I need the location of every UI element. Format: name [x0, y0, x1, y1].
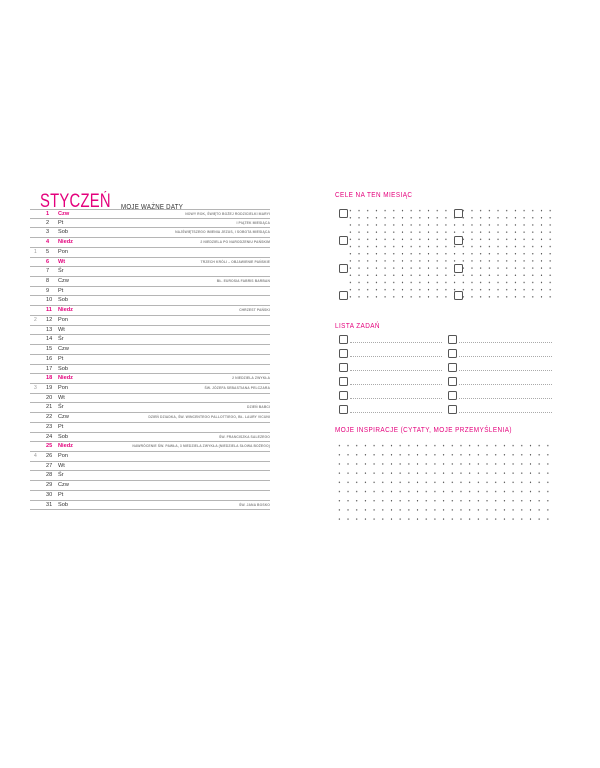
day-row[interactable] [30, 394, 270, 404]
day-name: Pt [58, 287, 64, 294]
day-number: 13 [46, 326, 53, 333]
day-row[interactable] [30, 326, 270, 336]
day-name: Wt [58, 326, 65, 333]
day-number: 6 [46, 258, 50, 265]
day-number: 24 [46, 433, 53, 440]
task-checkbox[interactable] [448, 377, 457, 386]
day-number: 22 [46, 414, 53, 421]
day-name: Sob [58, 365, 68, 372]
day-row[interactable] [30, 433, 270, 443]
goal-checkbox[interactable] [454, 209, 463, 218]
inspirations-title: MOJE INSPIRACJE (CYTATY, MOJE PRZEMYŚLENIA) [335, 425, 512, 434]
day-number: 23 [46, 423, 53, 430]
inspirations-dot-grid[interactable] [335, 441, 554, 521]
task-checkbox[interactable] [339, 335, 348, 344]
day-row[interactable] [30, 413, 270, 423]
day-row[interactable] [30, 345, 270, 355]
day-name: Sob [58, 433, 68, 440]
week-number: 2 [34, 316, 37, 323]
day-number: 26 [46, 452, 53, 459]
day-name: Czw [58, 346, 69, 353]
day-row[interactable] [30, 335, 270, 345]
day-number: 31 [46, 501, 53, 508]
day-number: 21 [46, 404, 53, 411]
day-number: 14 [46, 336, 53, 343]
task-line[interactable] [459, 384, 552, 385]
day-name: Wt [58, 462, 65, 469]
day-number: 1 [46, 211, 50, 217]
task-list-title: LISTA ZADAŃ [335, 321, 380, 330]
day-name: Pon [58, 248, 68, 255]
task-line[interactable] [459, 398, 552, 399]
day-row[interactable] [30, 238, 270, 248]
day-name: Pon [58, 384, 68, 391]
task-checkbox[interactable] [339, 349, 348, 358]
day-name: Śr [58, 472, 64, 479]
day-name: Czw [58, 482, 69, 489]
day-number: 12 [46, 316, 53, 323]
day-event: I PIĄTEK MIESIĄCA [236, 220, 270, 225]
day-number: 10 [46, 297, 53, 304]
goal-checkbox[interactable] [339, 264, 348, 273]
day-event: CHRZEST PAŃSKI [239, 308, 270, 313]
day-row[interactable] [30, 384, 270, 394]
day-number: 4 [46, 239, 50, 246]
task-checkbox[interactable] [448, 405, 457, 414]
day-number: 5 [46, 248, 50, 255]
day-list [30, 209, 270, 510]
day-event: NAJŚWIĘTSZEGO IMIENIA JEZUS, I SOBOTA MIESIĄCA [175, 230, 270, 235]
day-number: 8 [46, 278, 50, 285]
day-number: 28 [46, 472, 53, 479]
week-number: 3 [34, 384, 37, 391]
day-row[interactable] [30, 365, 270, 375]
day-number: 16 [46, 355, 53, 362]
goal-checkbox[interactable] [339, 209, 348, 218]
day-event: NOWY ROK, ŚWIĘTO BOŻEJ RODZICIELKI MARYI [185, 212, 270, 216]
day-row[interactable] [30, 355, 270, 365]
day-number: 3 [46, 229, 50, 236]
day-name: Pon [58, 316, 68, 323]
day-name: Sob [58, 501, 68, 508]
task-line[interactable] [350, 356, 442, 357]
task-line[interactable] [459, 342, 552, 343]
day-name: Pt [58, 355, 64, 362]
day-row[interactable] [30, 306, 270, 316]
day-number: 7 [46, 268, 50, 275]
task-checkbox[interactable] [448, 391, 457, 400]
task-checkbox[interactable] [339, 377, 348, 386]
day-name: Czw [58, 211, 70, 217]
day-event: DZIEŃ DZIADKA, ŚW. WINCENTEGO PALLOTTIEGO, BŁ. LAURY VICUNI [148, 415, 270, 420]
day-number: 18 [46, 375, 53, 382]
day-event: DZIEŃ BABCI [247, 405, 270, 410]
week-number: 1 [34, 248, 37, 255]
day-event: ŚW. FRANCISZKA SALEZEGO [219, 434, 270, 439]
task-checkbox[interactable] [448, 335, 457, 344]
day-row[interactable] [30, 491, 270, 501]
day-number: 17 [46, 365, 53, 372]
task-line[interactable] [350, 398, 442, 399]
day-number: 20 [46, 394, 53, 401]
task-line[interactable] [459, 356, 552, 357]
day-name: Niedz [58, 375, 73, 382]
day-name: Wt [58, 258, 66, 265]
day-row[interactable] [30, 277, 270, 287]
day-name: Pon [58, 452, 68, 459]
day-name: Wt [58, 394, 65, 401]
day-number: 30 [46, 491, 53, 498]
day-number: 29 [46, 482, 53, 489]
day-event: BŁ. EUROSIA FABRIS BARBAN [216, 279, 270, 284]
day-event: NAWRÓCENIE ŚW. PAWŁA, 3 NIEDZIELA ZWYKŁA (NIEDZIELA SŁOWA BOŻEGO) [132, 444, 270, 449]
day-name: Pt [58, 491, 64, 498]
task-line[interactable] [459, 412, 552, 413]
day-name: Śr [58, 336, 64, 343]
month-title: STYCZEŃ [40, 191, 111, 212]
task-line[interactable] [459, 370, 552, 371]
day-row[interactable] [30, 442, 270, 452]
week-number: 4 [34, 452, 37, 459]
day-row[interactable] [30, 248, 270, 258]
day-name: Śr [58, 404, 64, 411]
day-row[interactable] [30, 228, 270, 238]
goal-checkbox[interactable] [339, 236, 348, 245]
goal-checkbox[interactable] [454, 236, 463, 245]
day-row[interactable] [30, 296, 270, 306]
day-event: TRZECH KRÓLI – OBJAWIENIE PAŃSKIE [200, 259, 270, 264]
day-name: Sob [58, 297, 68, 304]
goal-checkbox[interactable] [454, 291, 463, 300]
day-name: Czw [58, 278, 69, 285]
day-row[interactable] [30, 209, 270, 219]
day-number: 9 [46, 287, 50, 294]
day-name: Niedz [58, 239, 73, 246]
goal-checkbox[interactable] [454, 264, 463, 273]
day-row[interactable] [30, 374, 270, 384]
goal-checkbox[interactable] [339, 291, 348, 300]
task-checkbox[interactable] [339, 391, 348, 400]
important-dates-subtitle: MOJE WAŻNE DATY [120, 201, 183, 211]
day-number: 11 [46, 307, 52, 314]
day-name: Czw [58, 414, 69, 421]
task-checkbox[interactable] [339, 363, 348, 372]
day-row[interactable] [30, 219, 270, 229]
goals-title: CELE NA TEN MIESIĄC [335, 190, 413, 199]
day-row[interactable] [30, 258, 270, 268]
task-line[interactable] [350, 412, 442, 413]
day-row[interactable] [30, 267, 270, 277]
day-number: 15 [46, 346, 53, 353]
day-row[interactable] [30, 481, 270, 491]
day-row[interactable] [30, 316, 270, 326]
day-event: 2 NIEDZIELA PO NARODZENIU PAŃSKIM [200, 240, 270, 245]
calendar-page [30, 185, 270, 508]
day-event: 2 NIEDZIELA ZWYKŁA [232, 376, 270, 381]
day-row[interactable] [30, 403, 270, 413]
day-name: Pt [58, 423, 64, 430]
day-row[interactable] [30, 452, 270, 462]
task-line[interactable] [350, 384, 442, 385]
goals-dot-grid [346, 207, 554, 302]
day-event: ŚW. JÓZEFA SEBASTIANA PELCZARA [204, 385, 270, 390]
day-number: 2 [46, 219, 50, 226]
day-name: Sob [58, 229, 68, 236]
task-checkbox[interactable] [448, 363, 457, 372]
day-row[interactable] [30, 462, 270, 472]
day-row[interactable] [30, 501, 270, 511]
day-name: Niedz [58, 443, 73, 450]
task-checkbox[interactable] [448, 349, 457, 358]
day-number: 19 [46, 384, 53, 391]
task-line[interactable] [350, 342, 442, 343]
day-name: Niedz [58, 307, 73, 314]
day-number: 25 [46, 443, 53, 450]
day-number: 27 [46, 462, 53, 469]
task-checkbox[interactable] [339, 405, 348, 414]
day-name: Pt [58, 219, 64, 226]
day-event: ŚW. JANA BOSKO [238, 502, 270, 507]
day-name: Śr [58, 268, 64, 275]
task-line[interactable] [350, 370, 442, 371]
day-row[interactable] [30, 423, 270, 433]
day-row[interactable] [30, 287, 270, 297]
calendar-header [40, 185, 270, 211]
day-row[interactable] [30, 471, 270, 481]
